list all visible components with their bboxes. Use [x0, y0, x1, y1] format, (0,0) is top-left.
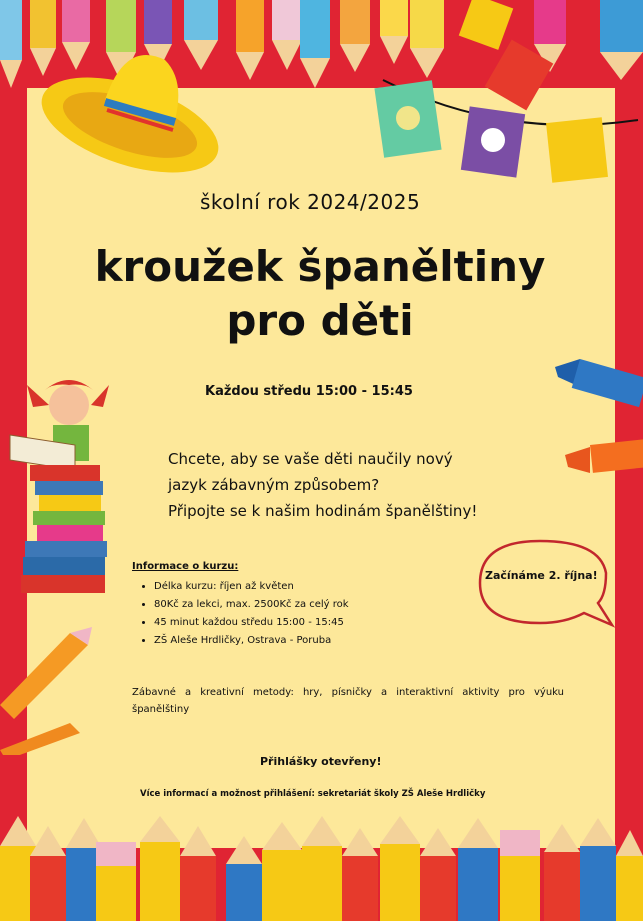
more-info-text: Více informací a možnost přihlášení: sekretariát školy ZŠ Aleše Hrdličky — [140, 789, 486, 799]
speech-bubble-icon — [470, 533, 620, 633]
info-list — [138, 578, 454, 650]
intro-line-3: Připojte se k našim hodinám španělštiny! — [168, 502, 478, 520]
info-heading: Informace o kurzu: — [132, 561, 239, 572]
start-date-text: Začínáme 2. října! — [485, 569, 598, 582]
girl-on-books-illustration — [5, 375, 115, 605]
schedule-text: Každou středu 15:00 - 15:45 — [205, 384, 413, 399]
pencils-left-icon — [0, 615, 100, 755]
intro-text — [168, 446, 528, 524]
title-line-1: kroužek španěltiny — [94, 242, 546, 291]
list-item: • 45 minut každou středu 15:00 - 15:45 — [154, 614, 454, 632]
list-item: • ZŠ Aleše Hrdličky, Ostrava - Poruba — [154, 632, 454, 650]
intro-line-1: Chcete, aby se vaše děti naučily nový — [168, 450, 453, 468]
bottom-pencils-decoration — [0, 816, 643, 921]
list-item: • 80Kč za lekci, max. 2500Kč za celý rok — [154, 596, 454, 614]
crayons-icon — [550, 355, 643, 495]
list-item: • Délka kurzu: říjen až květen — [154, 578, 454, 596]
intro-line-2: jazyk zábavným způsobem? — [168, 476, 380, 494]
school-year: školní rok 2024/2025 — [200, 190, 421, 214]
title-line-2: pro děti — [226, 296, 414, 345]
bunting-flags-icon — [373, 0, 643, 190]
registration-text: Přihlášky otevřeny! — [260, 755, 382, 768]
methods-text: Zábavné a kreativní metody: hry, písničky a interaktivní aktivity pro výuku španělštiny — [132, 687, 564, 715]
page-title — [60, 240, 580, 348]
sombrero-icon — [35, 40, 225, 180]
